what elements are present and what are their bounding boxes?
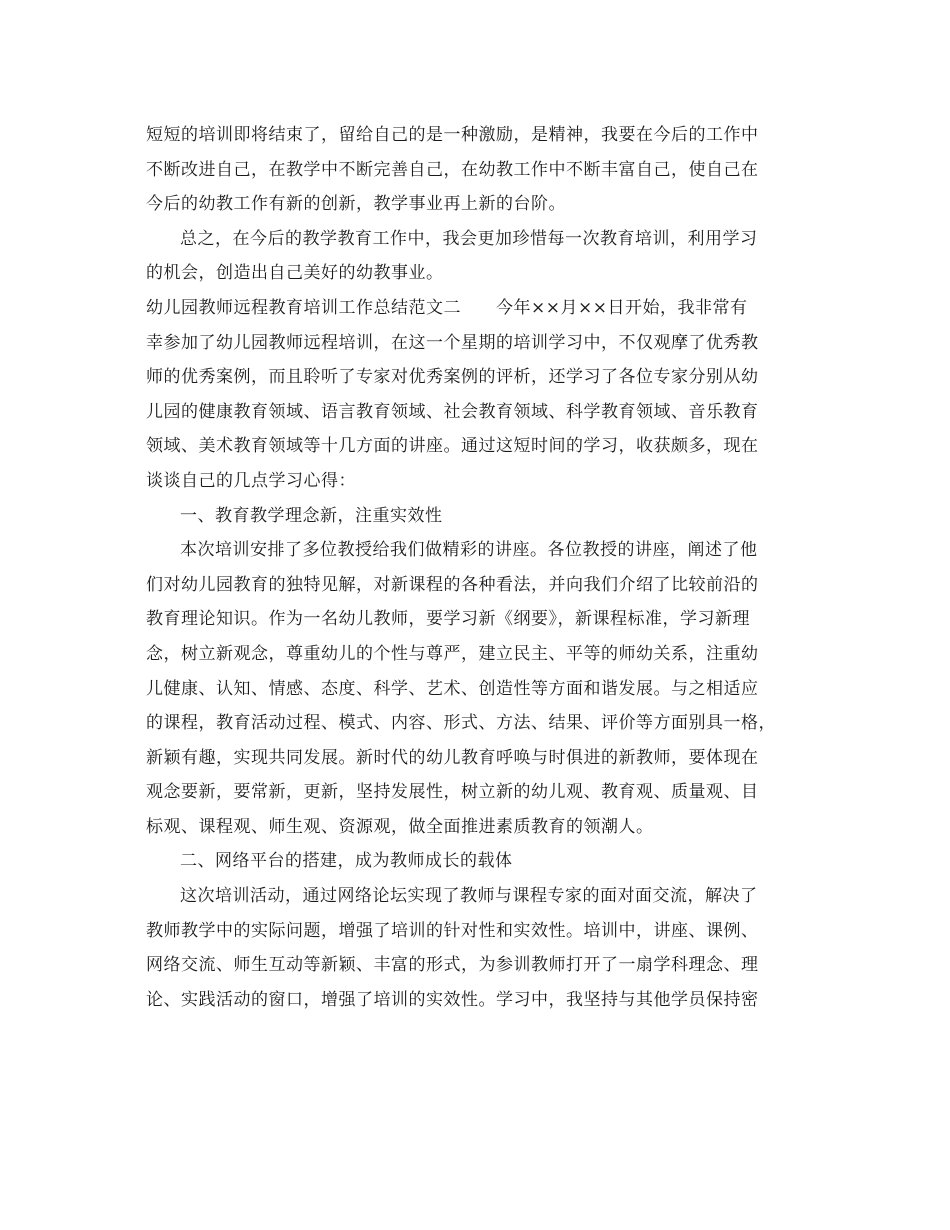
text-line: 幸参加了幼儿园教师远程培训，在这一个星期的培训学习中，不仅观摩了优秀教: [146, 332, 759, 353]
text-line: 教师教学中的实际问题，增强了培训的针对性和实效性。培训中，讲座、课例、: [146, 920, 759, 941]
heading-line: 二、网络平台的搭建，成为教师成长的载体: [180, 851, 513, 872]
text-line: 儿园的健康教育领域、语言教育领域、社会教育领域、科学教育领域、音乐教育: [146, 401, 759, 422]
text-line: 们对幼儿园教育的独特见解，对新课程的各种看法，并向我们介绍了比较前沿的: [146, 574, 759, 595]
text-line: 网络交流、师生互动等新颖、丰富的形式，为参训教师打开了一扇学科理念、理: [146, 955, 759, 976]
text-line: 谈谈自己的几点学习心得：: [146, 470, 356, 491]
text-line: 师的优秀案例，而且聆听了专家对优秀案例的评析，还学习了各位专家分别从幼: [146, 367, 759, 388]
text-line: 的机会，创造出自己美好的幼教事业。: [146, 263, 444, 284]
text-line: 观念要新，要常新，更新，坚持发展性，树立新的幼儿观、教育观、质量观、目: [146, 782, 759, 803]
heading-line: 一、教育教学理念新，注重实效性: [180, 505, 443, 526]
text-line: 今后的幼教工作有新的创新，教学事业再上新的台阶。: [146, 194, 566, 215]
text-line: 标观、课程观、师生观、资源观，做全面推进素质教育的领潮人。: [146, 816, 654, 837]
text-line: 本次培训安排了多位教授给我们做精彩的讲座。各位教授的讲座，阐述了他: [180, 540, 758, 561]
text-line: 新颖有趣，实现共同发展。新时代的幼儿教育呼唤与时俱进的新教师，要体现在: [146, 747, 759, 768]
document-body: [146, 118, 806, 1017]
text-line: 的课程，教育活动过程、模式、内容、形式、方法、结果、评价等方面别具一格，: [146, 713, 776, 734]
text-line: 不断改进自己，在教学中不断完善自己，在幼教工作中不断丰富自己，使自己在: [146, 159, 759, 180]
text-line: 论、实践活动的窗口，增强了培训的实效性。学习中，我坚持与其他学员保持密: [146, 989, 759, 1010]
section-title-line: 幼儿园教师远程教育培训工作总结范文二 今年××月××日开始，我非常有: [146, 297, 748, 318]
text-line: 这次培训活动，通过网络论坛实现了教师与课程专家的面对面交流，解决了: [180, 886, 758, 907]
text-line: 儿健康、认知、情感、态度、科学、艺术、创造性等方面和谐发展。与之相适应: [146, 678, 759, 699]
text-line: 短短的培训即将结束了，留给自己的是一种激励，是精神，我要在今后的工作中: [146, 125, 759, 145]
text-line: 领域、美术教育领域等十几方面的讲座。通过这短时间的学习，收获颇多，现在: [146, 436, 759, 457]
text-line: 念，树立新观念，尊重幼儿的个性与尊严，建立民主、平等的师幼关系，注重幼: [146, 643, 759, 664]
text-line: 教育理论知识。作为一名幼儿教师，要学习新《纲要》，新课程标准，学习新理: [146, 609, 750, 630]
text-line: 总之，在今后的教学教育工作中，我会更加珍惜每一次教育培训，利用学习: [180, 228, 758, 249]
